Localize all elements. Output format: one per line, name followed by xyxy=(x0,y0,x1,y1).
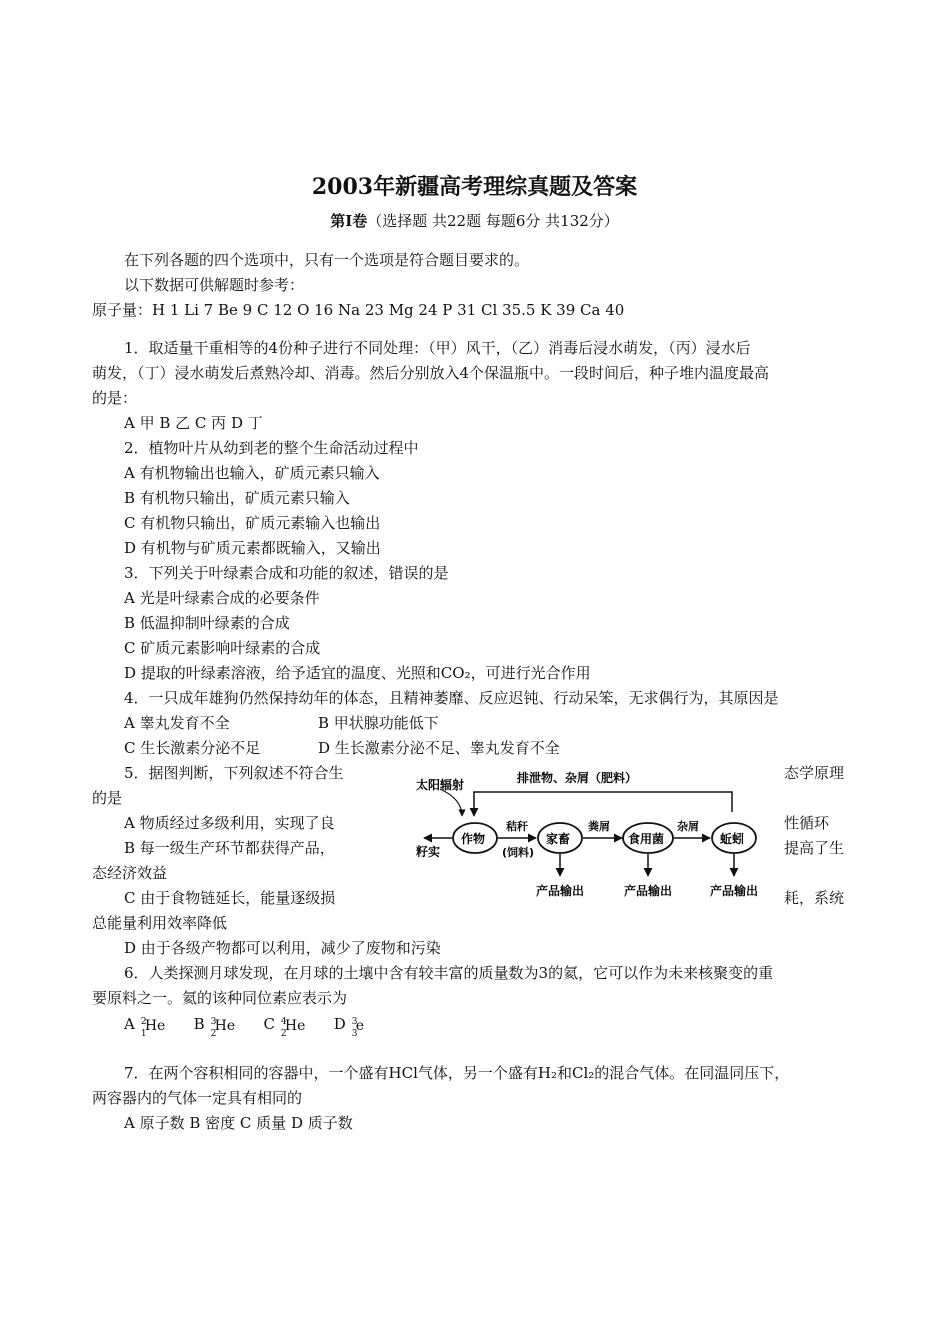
page-title: 2003年新疆高考理综真题及答案 xyxy=(311,174,638,200)
q1-line-3: 的是： xyxy=(92,389,138,407)
q1-line-1: 1．取适量干重相等的4份种子进行不同处理：（甲）风干，（乙）消毒后浸水萌发，（丙）浸水后 xyxy=(124,339,751,357)
q4-option-a: A 睾丸发育不全 xyxy=(124,714,230,732)
diagram-feedback-arrow xyxy=(474,792,732,816)
ecosystem-diagram xyxy=(412,764,772,904)
diagram-debris-label: 杂屑 xyxy=(677,820,699,833)
section-subtitle xyxy=(0,210,949,231)
q5-option-c-left: C 由于食物链延长，能量逐级损 xyxy=(124,889,336,907)
diagram-feed-label: (饲料) xyxy=(502,846,535,859)
instruction-2: 以下数据可供解题时参考： xyxy=(124,276,305,294)
q4-stem: 4．一只成年雄狗仍然保持幼年的体态，且精神萎靡、反应迟钝、行动呆笨，无求偶行为，其原因是 xyxy=(124,689,779,707)
q4-option-d: D 生长激素分泌不足、睾丸发育不全 xyxy=(318,739,560,757)
q6-options xyxy=(124,1014,400,1048)
q2-option-b: B 有机物只输出，矿质元素只输入 xyxy=(124,489,350,507)
diagram-crop-label: 作物 xyxy=(461,832,486,846)
instruction-1: 在下列各题的四个选项中，只有一个选项是符合题目要求的。 xyxy=(124,251,530,269)
q7-line-2: 两容器内的气体一定具有相同的 xyxy=(92,1089,303,1107)
q7-options: A 原子数 B 密度 C 质量 D 质子数 xyxy=(124,1114,353,1132)
q5-stem-right: 态学原理 xyxy=(784,764,845,782)
q5-option-b-left: B 每一级生产环节都获得产品， xyxy=(124,839,335,857)
q6-option-d: D 3 3 e xyxy=(333,1015,365,1039)
q6-line-2: 要原料之一。氦的该种同位素应表示为 xyxy=(92,989,348,1007)
diagram-output-label-2: 产品输出 xyxy=(624,884,673,898)
q2-stem: 2．植物叶片从幼到老的整个生命活动过程中 xyxy=(124,439,419,457)
diagram-output-label-1: 产品输出 xyxy=(536,884,585,898)
q5-option-d: D 由于各级产物都可以利用，减少了废物和污染 xyxy=(124,939,441,957)
q5-option-a-right: 性循环 xyxy=(784,814,830,832)
q6-line-1: 6．人类探测月球发现，在月球的土壤中含有较丰富的质量数为3的氦，它可以作为未来核聚变的重 xyxy=(124,964,774,982)
q5-option-b-end: 态经济效益 xyxy=(92,864,168,882)
diagram-sun-arrow xyxy=(440,789,462,816)
q3-stem: 3．下列关于叶绿素合成和功能的叙述，错误的是 xyxy=(124,564,449,582)
diagram-sun-label: 太阳辐射 xyxy=(416,778,465,792)
q1-line-2: 萌发，（丁）浸水萌发后煮熟冷却、消毒。然后分别放入4个保温瓶中。一段时间后，种子堆内温度最高 xyxy=(92,364,770,382)
part-info: （选择题 共22题 每题6分 共132分） xyxy=(367,212,619,230)
diagram-livestock-label: 家畜 xyxy=(546,832,571,846)
diagram-output-label-3: 产品输出 xyxy=(710,884,759,898)
q4-option-b: B 甲状腺功能低下 xyxy=(318,714,439,732)
diagram-seed-label: 籽实 xyxy=(416,845,441,859)
diagram-top-label: 排泄物、杂屑（肥料） xyxy=(517,771,638,785)
q6-option-c: C 4 2 He xyxy=(263,1015,306,1039)
q2-option-c: C 有机物只输出，矿质元素输入也输出 xyxy=(124,514,381,532)
q7-line-1: 7．在两个容积相同的容器中，一个盛有HCl气体，另一个盛有H₂和Cl₂的混合气体。在同温同压下， xyxy=(124,1064,790,1082)
q3-option-b: B 低温抑制叶绿素的合成 xyxy=(124,614,290,632)
q5-stem-left: 5．据图判断，下列叙述不符合生 xyxy=(124,764,344,782)
q6-option-b: B 3 2 He xyxy=(193,1015,236,1039)
part-label: 第Ⅰ卷 xyxy=(330,212,368,230)
q4-option-c: C 生长激素分泌不足 xyxy=(124,739,261,757)
diagram-earthworm-label: 蚯蚓 xyxy=(720,832,745,846)
q1-options: A 甲 B 乙 C 丙 D 丁 xyxy=(124,414,263,432)
diagram-fungus-label: 食用菌 xyxy=(628,832,665,846)
q2-option-a: A 有机物输出也输入，矿质元素只输入 xyxy=(124,464,380,482)
q5-option-b-right: 提高了生 xyxy=(784,839,845,857)
q6-option-a: A 2 1 He xyxy=(124,1015,166,1039)
q5-option-a-left: A 物质经过多级利用，实现了良 xyxy=(124,814,335,832)
diagram-straw-label: 秸秆 xyxy=(506,820,528,833)
q5-option-c-end: 总能量利用效率降低 xyxy=(92,914,228,932)
q3-option-d: D 提取的叶绿素溶液，给予适宜的温度、光照和CO₂，可进行光合作用 xyxy=(124,664,591,682)
q3-option-a: A 光是叶绿素合成的必要条件 xyxy=(124,589,320,607)
diagram-dung-label: 粪屑 xyxy=(588,820,610,833)
q2-option-d: D 有机物与矿质元素都既输入，又输出 xyxy=(124,539,381,557)
atomic-masses: 原子量：H 1 Li 7 Be 9 C 12 O 16 Na 23 Mg 24 P 31 Cl 35.5 K 39 Ca 40 xyxy=(92,301,625,319)
q5-stem-end: 的是 xyxy=(92,789,123,807)
q3-option-c: C 矿质元素影响叶绿素的合成 xyxy=(124,639,321,657)
q5-option-c-right: 耗，系统 xyxy=(784,889,845,907)
